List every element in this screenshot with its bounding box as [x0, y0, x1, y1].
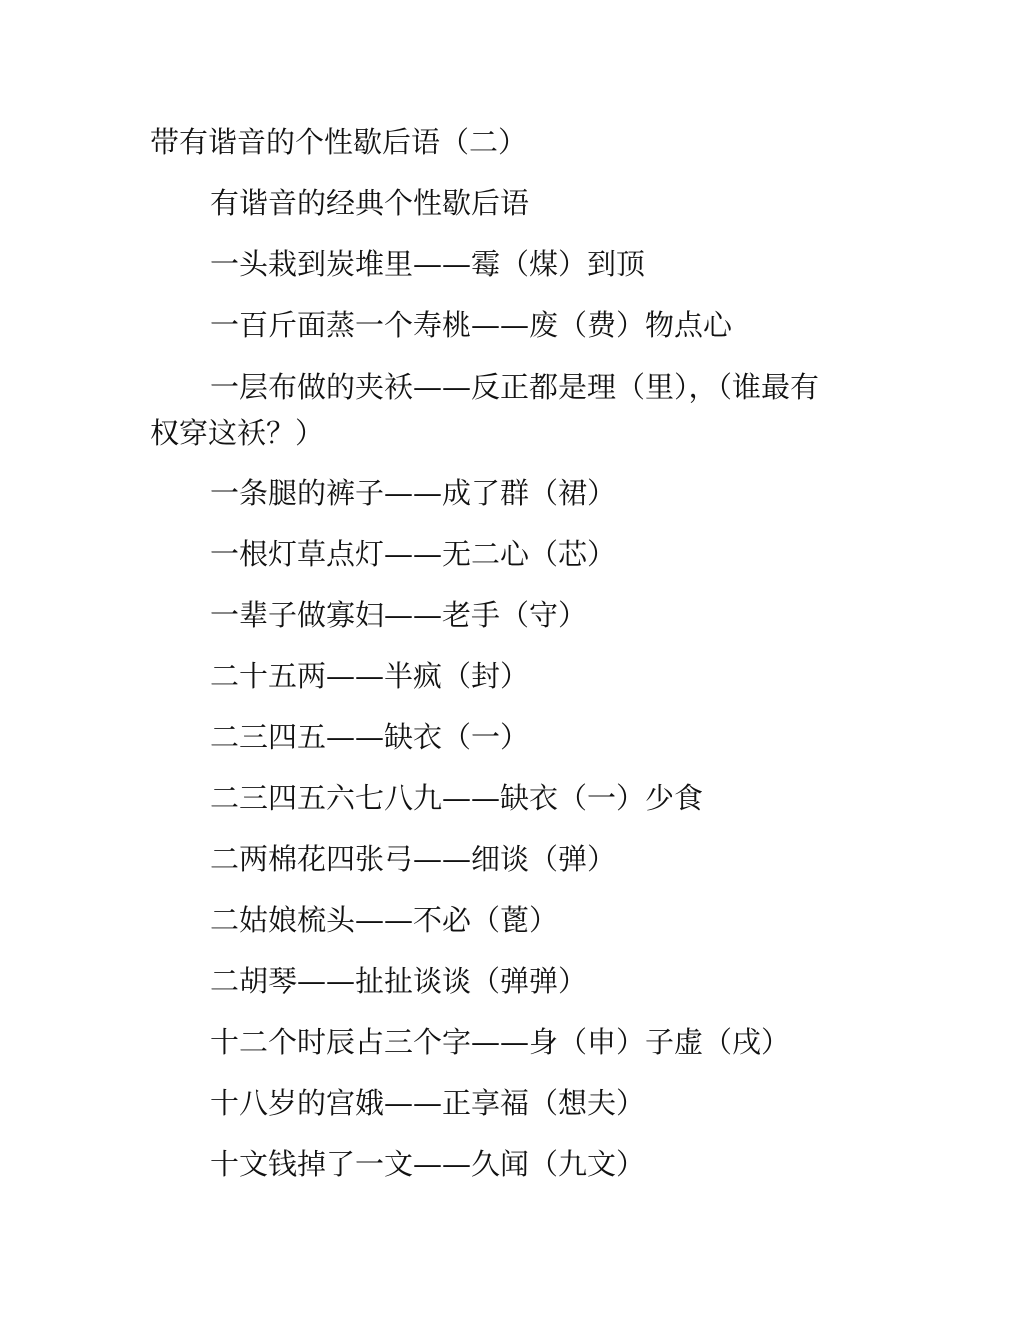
- proverb-line: 一根灯草点灯——无二心（芯）: [210, 537, 617, 571]
- document-subtitle: 有谐音的经典个性歇后语: [210, 186, 530, 220]
- document-title: 带有谐音的个性歇后语（二）: [150, 125, 528, 159]
- proverb-line: 二三四五六七八九——缺衣（一）少食: [210, 781, 704, 815]
- proverb-line: 一辈子做寡妇——老手（守）: [210, 598, 588, 632]
- proverb-line-continuation: 权穿这袄？）: [150, 416, 325, 450]
- proverb-line: 十文钱掉了一文——久闻（九文）: [210, 1147, 646, 1181]
- proverb-line: 一层布做的夹袄——反正都是理（里），（谁最有: [210, 370, 820, 404]
- proverb-line: 二十五两——半疯（封）: [210, 659, 530, 693]
- proverb-line: 二两棉花四张弓——细谈（弹）: [210, 842, 617, 876]
- proverb-line: 十八岁的宫娥——正享福（想夫）: [210, 1086, 646, 1120]
- proverb-line: 十二个时辰占三个字——身（申）子虚（戌）: [210, 1025, 791, 1059]
- proverb-line: 二胡琴——扯扯谈谈（弹弹）: [210, 964, 588, 998]
- proverb-line: 一头栽到炭堆里——霉（煤）到顶: [210, 247, 646, 281]
- proverb-line: 二姑娘梳头——不必（蓖）: [210, 903, 559, 937]
- document-body: [150, 112, 872, 1195]
- proverb-line: 一条腿的裤子——成了群（裙）: [210, 476, 617, 510]
- proverb-line: 一百斤面蒸一个寿桃——废（费）物点心: [210, 308, 733, 342]
- proverb-line: 二三四五——缺衣（一）: [210, 720, 530, 754]
